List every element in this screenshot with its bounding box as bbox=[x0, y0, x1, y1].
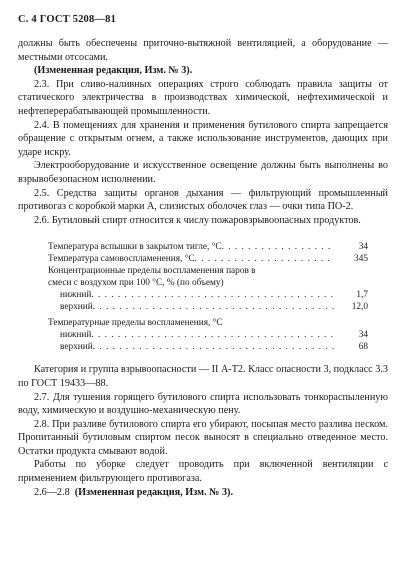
paragraph-2-8: 2.8. При разливе бутилового спирта его убирают, посыпая место разлива песком. Пропитанный бутиловым спиртом песок выносят в специально отведенное место. Остатки продукта смывают водой. bbox=[18, 418, 388, 457]
table-row bbox=[48, 329, 368, 341]
body-text bbox=[18, 37, 388, 499]
row-label: Температурные пределы воспламенения, °С bbox=[48, 318, 223, 329]
row-value: 12,0 bbox=[351, 302, 368, 313]
paragraph-cleanup: Работы по уборке следует проводить при включенной вентиляции с применением фильтрующего противогаза. bbox=[18, 459, 388, 485]
leader-dots bbox=[91, 329, 334, 341]
row-label: нижний bbox=[60, 330, 92, 341]
paragraph-2-4: 2.4. В помещениях для хранения и применения бутилового спирта запрещается обращение с открытым огнем, а также использование инструментов, дающих при ударе искру. bbox=[18, 119, 388, 158]
paragraph-ventilation: должны быть обеспечены приточно-вытяжной вентиляцией, а оборудование — местными отсосами. bbox=[18, 38, 388, 63]
row-label: Концентрационные пределы воспламенения паров в bbox=[48, 266, 256, 277]
row-label: верхний bbox=[60, 302, 93, 313]
table-row bbox=[48, 301, 368, 313]
leader-dots bbox=[93, 341, 334, 353]
row-label: верхний bbox=[60, 342, 93, 353]
row-value: 34 bbox=[358, 330, 368, 341]
row-label: смеси с воздухом при 100 °С, % (по объему) bbox=[48, 278, 224, 289]
row-label: Температура самовоспламенения, °С bbox=[48, 254, 195, 265]
row-value: 1,7 bbox=[356, 290, 368, 301]
row-value: 345 bbox=[354, 254, 368, 265]
paragraph-electrical: Электрооборудование и искусственное освещение должны быть выполнены во взрывобезопасном исполнении. bbox=[18, 160, 388, 185]
table-row bbox=[48, 241, 368, 253]
paragraph-2-3: 2.3. При сливо-наливных операциях строго соблюдать правила защиты от статического электричества в производствах химической, нефтехимической и нефтеперерабатывающей промышленности. bbox=[18, 78, 388, 117]
paragraph-category: Категория и группа взрывоопасности — II А-Т2. Класс опасности 3, подкласс 3.3 по ГОСТ 19433—88. bbox=[18, 364, 388, 389]
table-row bbox=[48, 341, 368, 353]
row-value: 68 bbox=[358, 342, 368, 353]
leader-dots bbox=[91, 289, 334, 301]
properties-table bbox=[48, 241, 368, 353]
paragraph-2-6: 2.6. Бутиловый спирт относится к числу пожаровзрывоопасных продуктов. bbox=[34, 214, 361, 226]
row-label: нижний bbox=[60, 290, 92, 301]
leader-dots bbox=[195, 253, 334, 265]
table-row bbox=[48, 289, 368, 301]
row-value: 34 bbox=[358, 242, 368, 253]
footer-note: (Измененная редакция, Изм. № 3). bbox=[74, 486, 233, 498]
row-label: Температура вспышки в закрытом тигле, °С bbox=[48, 242, 222, 253]
footer-amendment bbox=[18, 486, 388, 500]
footer-ref: 2.6—2.8 bbox=[34, 486, 70, 498]
amendment-note: (Измененная редакция, Изм. № 3). bbox=[34, 65, 193, 77]
table-row bbox=[48, 253, 368, 265]
paragraph-2-5: 2.5. Средства защиты органов дыхания — фильтрующий промышленный противогаз с коробкой марки А, слизистых оболочек глаз — очки типа ПО-2. bbox=[18, 187, 388, 213]
page-header: С. 4 ГОСТ 5208—81 bbox=[18, 14, 117, 25]
leader-dots bbox=[93, 301, 334, 313]
leader-dots bbox=[222, 241, 334, 253]
paragraph-2-7: 2.7. Для тушения горящего бутилового спирта использовать тонкораспыленную воду, химическую и воздушно-механическую пену. bbox=[18, 391, 388, 417]
